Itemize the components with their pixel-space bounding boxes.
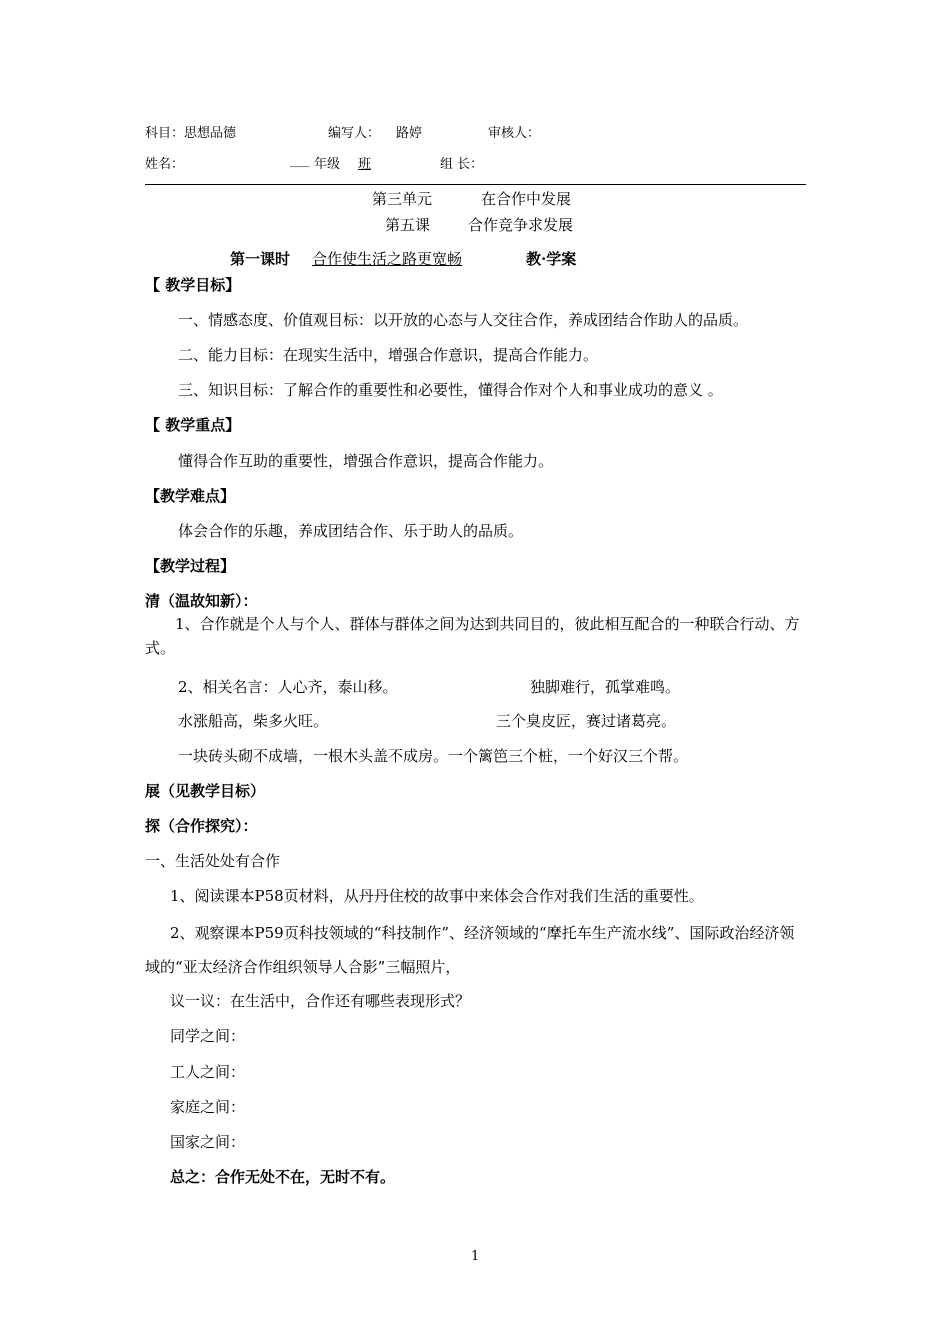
show-heading: 展（见教学目标） [145, 782, 266, 800]
reviewer-label: 审核人： [488, 126, 541, 141]
unit-label: 第三单元 [372, 190, 433, 208]
difficulties-text: 体会合作的乐趣，养成团结合作、乐于助人的品质。 [178, 522, 524, 540]
period-suffix: 教·学案 [526, 250, 577, 268]
explore-item-1: 1、阅读课本P58页材料，从丹丹住校的故事中来体会合作对我们生活的重要性。 [170, 887, 704, 905]
class-label: 班 [358, 157, 372, 172]
period-label: 第一课时 [230, 250, 291, 268]
quote-4: 三个臭皮匠，赛过诸葛亮。 [496, 712, 677, 730]
grade-label: 年级 [314, 157, 341, 172]
goal-item: 一、情感态度、价值观目标：以开放的心态与人交往合作，养成团结合作助人的品质。 [178, 311, 749, 329]
page-number: 1 [471, 1249, 480, 1264]
key-points-heading: 【 教学重点】 [145, 416, 241, 434]
answer-line: 国家之间： [170, 1133, 246, 1151]
author-name: 路婷 [396, 126, 423, 141]
quote-1: 2、相关名言：人心齐，泰山移。 [178, 678, 398, 696]
review-heading: 清（温故知新）： [145, 592, 258, 610]
quote-3: 水涨船高，柴多火旺。 [178, 712, 329, 730]
name-label: 姓名： [145, 157, 185, 172]
explore-heading: 探（合作探究）： [145, 817, 258, 835]
period-name: 合作使生活之路更宽畅 [312, 250, 463, 268]
subject-label: 科目：思想品德 [145, 126, 237, 141]
header-divider [145, 184, 806, 185]
discuss-prompt: 议一议：在生活中，合作还有哪些表现形式？ [170, 992, 471, 1010]
group-leader-label: 组 长： [440, 157, 484, 172]
quote-5: 一块砖头砌不成墙，一根木头盖不成房。一个篱笆三个桩，一个好汉三个帮。 [178, 747, 689, 765]
review-definition: 1、合作就是个人与个人、群体与群体之间为达到共同目的，彼此相互配合的一种联合行动、方式。 [145, 615, 800, 657]
grade-blank: ___ [290, 153, 310, 168]
lesson-name: 合作竞争求发展 [468, 216, 574, 234]
key-points-text: 懂得合作互助的重要性，增强合作意识，提高合作能力。 [178, 452, 554, 470]
answer-line: 工人之间： [170, 1063, 246, 1081]
section-heading: 一、生活处处有合作 [145, 852, 281, 870]
quote-2: 独脚难行，孤掌难鸣。 [530, 678, 681, 696]
lesson-label: 第五课 [385, 216, 431, 234]
summary-text: 总之：合作无处不在，无时不有。 [170, 1168, 396, 1186]
process-heading: 【教学过程】 [145, 557, 236, 575]
goal-item: 二、能力目标：在现实生活中，增强合作意识，提高合作能力。 [178, 346, 599, 364]
goal-item: 三、知识目标：了解合作的重要性和必要性，懂得合作对个人和事业成功的意义 。 [178, 381, 723, 399]
goals-heading: 【 教学目标】 [145, 276, 241, 294]
answer-line: 同学之间： [170, 1027, 246, 1045]
explore-item-2: 2、观察课本P59页科技领域的“科技制作”、经济领域的“摩托车生产流水线”、国际政治经济领域的“亚太经济合作组织领导人合影”三幅照片， [145, 924, 795, 976]
author-label: 编写人： [328, 126, 381, 141]
unit-name: 在合作中发展 [481, 190, 572, 208]
difficulties-heading: 【教学难点】 [145, 487, 236, 505]
answer-line: 家庭之间： [170, 1098, 246, 1116]
